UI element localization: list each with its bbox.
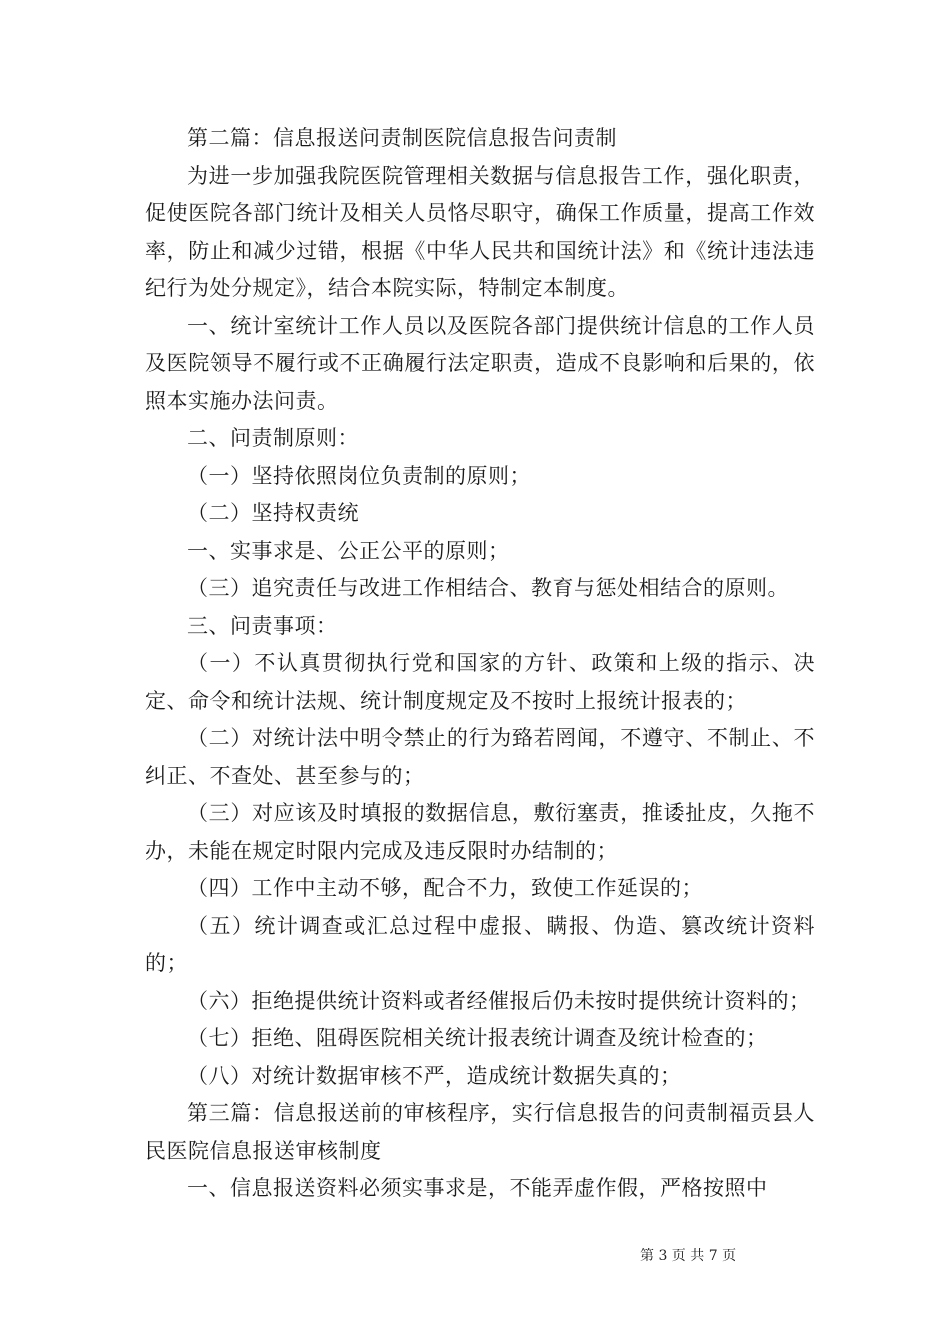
document-body — [145, 120, 815, 1208]
paragraph-intro: 为进一步加强我院医院管理相关数据与信息报告工作，强化职责，促使医院各部门统计及相关人员恪尽职守，确保工作质量，提高工作效率，防止和减少过错，根据《中华人民共和国统计法》和《统计违法违纪行为处分规定》，结合本院实际，特制定本制度。 — [145, 163, 815, 300]
paragraph-principle-2: （二）坚持权责统 — [187, 501, 359, 525]
paragraph-matter-3: （三）对应该及时填报的数据信息，敷衍塞责，推诿扯皮，久拖不办，未能在规定时限内完成及违反限时办结制的； — [145, 801, 815, 863]
paragraph-matter-2: （二）对统计法中明令禁止的行为臵若罔闻，不遵守、不制止、不纠正、不查处、甚至参与的； — [145, 726, 815, 788]
paragraph-principle-3: （三）追究责任与改进工作相结合、教育与惩处相结合的原则。 — [187, 576, 789, 600]
paragraph-matter-4: （四）工作中主动不够，配合不力，致使工作延误的； — [187, 876, 703, 900]
paragraph-matters-heading: 三、问责事项： — [187, 613, 338, 638]
paragraph-matter-5: （五）统计调查或汇总过程中虚报、瞒报、伪造、篡改统计资料的； — [145, 913, 815, 975]
paragraph-principles-heading: 二、问责制原则： — [187, 426, 359, 450]
paragraph-section-one: 一、统计室统计工作人员以及医院各部门提供统计信息的工作人员及医院领导不履行或不正确履行法定职责，造成不良影响和后果的，依照本实施办法问责。 — [145, 313, 815, 413]
paragraph-matter-7: （七）拒绝、阻碍医院相关统计报表统计调查及统计检查的； — [187, 1026, 768, 1050]
paragraph-chapter-three-rule-1: 一、信息报送资料必须实事求是，不能弄虚作假，严格按照中 — [187, 1176, 768, 1200]
paragraph-chapter-two-title: 第二篇：信息报送问责制医院信息报告问责制 — [187, 126, 617, 150]
paragraph-matter-8: （八）对统计数据审核不严，造成统计数据失真的； — [187, 1063, 682, 1088]
page-number-footer: 第 3 页 共 7 页 — [640, 1248, 737, 1264]
paragraph-chapter-three-title: 第三篇：信息报送前的审核程序，实行信息报告的问责制福贡县人民医院信息报送审核制度 — [145, 1101, 815, 1163]
paragraph-principle-1: （一）坚持依照岗位负责制的原则； — [187, 463, 531, 488]
paragraph-matter-6: （六）拒绝提供统计资料或者经催报后仍未按时提供统计资料的； — [187, 988, 811, 1013]
paragraph-matter-1: （一）不认真贯彻执行党和国家的方针、政策和上级的指示、决定、命令和统计法规、统计制度规定及不按时上报统计报表的； — [145, 651, 815, 713]
paragraph-principle-2-cont: 一、实事求是、公正公平的原则； — [187, 538, 510, 563]
